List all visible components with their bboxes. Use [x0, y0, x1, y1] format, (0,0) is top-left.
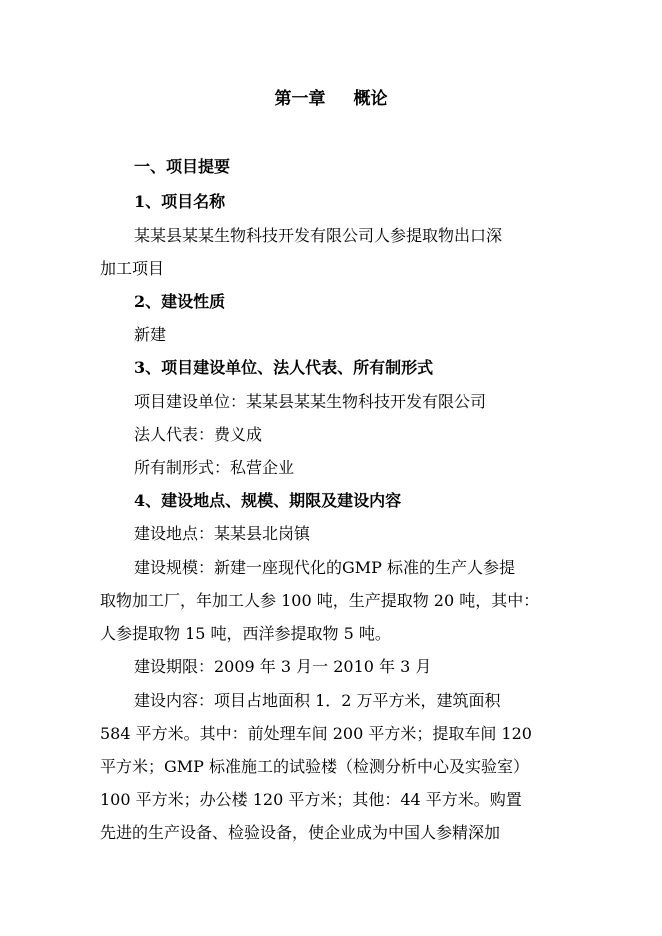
subsection-heading-location-scale: 4、建设地点、规模、期限及建设内容	[134, 491, 402, 510]
subsection-heading-project-name: 1、项目名称	[134, 192, 226, 211]
paragraph-line: 取物加工厂，年加工人参 100 吨，生产提取物 20 吨，其中：	[100, 591, 540, 610]
paragraph-line: 项目建设单位：某某县某某生物科技开发有限公司	[134, 392, 487, 411]
paragraph-line: 建设规模：新建一座现代化的GMP 标准的生产人参提	[134, 558, 516, 577]
chapter-heading	[0, 88, 662, 110]
paragraph-line: 人参提取物 15 吨，西洋参提取物 5 吨。	[100, 624, 391, 643]
section-heading-project-summary: 一、项目提要	[134, 157, 231, 176]
paragraph-line: 加工项目	[100, 259, 165, 278]
paragraph-line: 建设期限：2009 年 3 月一 2010 年 3 月	[134, 657, 432, 676]
chapter-number: 第一章	[274, 89, 326, 109]
paragraph-line: 100 平方米；办公楼 120 平方米；其他：44 平方米。购置	[100, 790, 522, 809]
chapter-title: 概论	[353, 89, 388, 109]
subsection-heading-construction-unit: 3、项目建设单位、法人代表、所有制形式	[134, 358, 434, 377]
paragraph-line: 建设内容：项目占地面积 1．2 万平方米，建筑面积	[134, 691, 501, 710]
paragraph-line: 先进的生产设备、检验设备，使企业成为中国人参精深加	[100, 823, 501, 842]
subsection-heading-construction-nature: 2、建设性质	[134, 292, 226, 311]
paragraph-line: 584 平方米。其中：前处理车间 200 平方米；提取车间 120	[100, 724, 532, 743]
paragraph-line: 某某县某某生物科技开发有限公司人参提取物出口深	[134, 226, 503, 245]
paragraph-line: 平方米；GMP 标准施工的试验楼（检测分析中心及实验室）	[100, 757, 530, 776]
paragraph-line: 所有制形式：私营企业	[134, 458, 295, 477]
paragraph-line: 法人代表：费义成	[134, 425, 263, 444]
paragraph-line: 新建	[134, 325, 167, 344]
paragraph-line: 建设地点：某某县北岗镇	[134, 524, 311, 543]
